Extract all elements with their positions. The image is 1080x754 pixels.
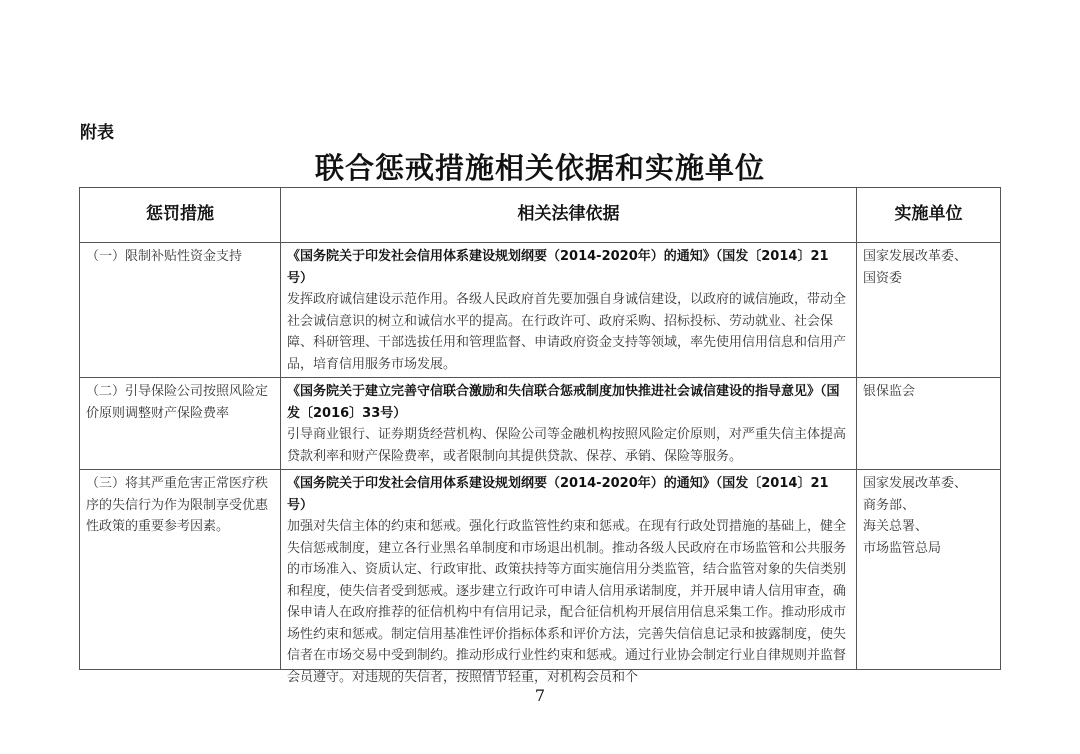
- page-number: 7: [534, 686, 546, 705]
- agency-name: 海关总署、: [863, 519, 929, 534]
- table-row: [80, 378, 1001, 470]
- agency-name: 市场监管总局: [863, 540, 942, 556]
- agency-cell: [857, 243, 1001, 378]
- measure-text: （三）将其严重危害正常医疗秩序的失信行为作为限制享受优惠性政策的重要参考因素。: [86, 476, 269, 534]
- basis-cell: [281, 243, 857, 378]
- basis-source: 《国务院关于建立完善守信联合激励和失信联合惩戒制度加快推进社会诚信建设的指导意见》（国发〔2016〕33号）: [287, 384, 840, 421]
- header-measure: 惩罚措施: [80, 188, 281, 243]
- basis-source: 《国务院关于印发社会信用体系建设规划纲要（2014-2020年）的通知》（国发〔2014〕21号）: [287, 476, 829, 513]
- basis-text: 加强对失信主体的约束和惩戒。强化行政监管性约束和惩戒。在现有行政处罚措施的基础上，健全失信惩戒制度，建立各行业黑名单制度和市场退出机制。推动各级人民政府在市场监管和公共服务的市场准入、资质认定、行政审批、政策扶持等方面实施信用分类监管，结合监管对象的失信类别和程度，使失信者受到惩戒。逐步建立行政许可申请人信用承诺制度，并开展申请人信用审查，确保申请人在政府推荐的征信机构中有信用记录，配合征信机构开展信用信息采集工作。推动形成市场性约束和惩戒。制定信用基准性评价指标体系和评价方法，完善失信信息记录和披露制度，使失信者在市场交易中受到制约。推动形成行业性约束和惩戒。通过行业协会制定行业自律规则并监督会员遵守。对违规的失信者，按照情节轻重，对机构会员和个: [287, 519, 847, 685]
- table-row: [80, 470, 1001, 670]
- basis-source: 《国务院关于印发社会信用体系建设规划纲要（2014-2020年）的通知》（国发〔2014〕21号）: [287, 249, 829, 286]
- basis-cell: [281, 378, 857, 470]
- agency-name: 商务部、: [863, 497, 916, 513]
- measure-cell: [80, 470, 281, 670]
- basis-text: 发挥政府诚信建设示范作用。各级人民政府首先要加强自身诚信建设，以政府的诚信施政，带动全社会诚信意识的树立和诚信水平的提高。在行政许可、政府采购、招标投标、劳动就业、社会保障、科研管理、干部选拔任用和管理监督、申请政府资金支持等领域，率先使用信用信息和信用产品，培育信用服务市场发展。: [287, 292, 847, 372]
- measure-cell: [80, 243, 281, 378]
- agency-name: 银保监会: [863, 384, 916, 399]
- agency-name: 国资委: [863, 270, 903, 286]
- measure-text: （一）限制补贴性资金支持: [86, 249, 243, 264]
- table-row: [80, 243, 1001, 378]
- agency-cell: [857, 378, 1001, 470]
- measure-cell: [80, 378, 281, 470]
- header-agency: 实施单位: [857, 188, 1001, 243]
- agency-cell: [857, 470, 1001, 670]
- appendix-label: 附表: [80, 123, 114, 143]
- basis-cell: [281, 470, 857, 685]
- basis-text: 引导商业银行、证券期货经营机构、保险公司等金融机构按照风险定价原则，对严重失信主体提高贷款利率和财产保险费率，或者限制向其提供贷款、保荐、承销、保险等服务。: [287, 427, 847, 464]
- measure-text: （二）引导保险公司按照风险定价原则调整财产保险费率: [86, 384, 269, 421]
- table-header-row: [80, 188, 1001, 243]
- agency-name: 国家发展改革委、: [863, 476, 968, 491]
- header-basis: 相关法律依据: [281, 188, 857, 243]
- page-title: 联合惩戒措施相关依据和实施单位: [314, 151, 765, 185]
- sanctions-table: [79, 187, 1001, 685]
- agency-name: 国家发展改革委、: [863, 249, 968, 264]
